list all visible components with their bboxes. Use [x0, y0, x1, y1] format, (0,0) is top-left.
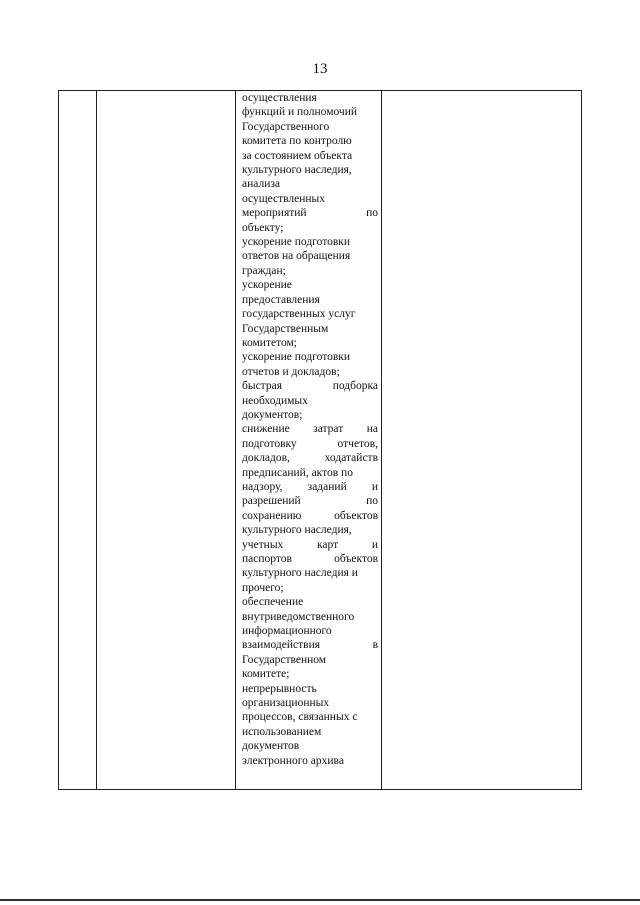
- text-word: сохранению: [242, 509, 302, 522]
- text-word: учетных: [242, 538, 284, 551]
- text-line: Государственным: [242, 322, 329, 335]
- column-divider-1: [96, 91, 97, 789]
- text-line: граждан;: [242, 264, 286, 277]
- text-word: карт: [316, 538, 339, 551]
- text-line: осуществленных: [242, 192, 326, 205]
- text-word: отчетов,: [337, 437, 378, 450]
- text-line: культурного наследия и: [242, 567, 358, 580]
- text-line: [242, 494, 378, 508]
- text-line: [242, 638, 378, 652]
- text-word: по: [366, 207, 378, 220]
- text-line: комитете;: [242, 668, 290, 681]
- page-bottom-rule: [0, 899, 640, 901]
- text-line: ускорение: [242, 279, 292, 292]
- text-line: ответов на обращения: [242, 250, 351, 263]
- text-line: информационного: [242, 625, 332, 638]
- text-line: анализа: [242, 178, 281, 191]
- text-line: Государственного: [242, 120, 330, 133]
- text-word: снижение: [242, 423, 290, 436]
- text-line: электронного архива: [242, 754, 344, 767]
- text-line: осуществления: [242, 92, 317, 104]
- text-word: и: [371, 538, 378, 551]
- text-word: на: [366, 423, 378, 436]
- text-line: ускорение подготовки: [242, 351, 350, 364]
- text-line: Государственном: [242, 653, 327, 666]
- text-line: функций и полномочий: [242, 106, 358, 119]
- text-line: непрерывность: [242, 682, 317, 695]
- text-line: использованием: [242, 725, 322, 738]
- text-word: подготовку: [242, 437, 297, 450]
- text-line: предоставления: [242, 293, 320, 306]
- text-line: [242, 552, 378, 566]
- text-line: комитета по контролю: [242, 135, 352, 148]
- text-word: объектов: [334, 509, 378, 522]
- text-line: [242, 538, 378, 552]
- column-divider-2: [235, 91, 236, 789]
- text-word: по: [366, 495, 378, 508]
- text-line: за состоянием объекта: [242, 149, 353, 162]
- text-line: документов;: [242, 408, 303, 421]
- text-word: в: [372, 639, 378, 652]
- text-line: необходимых: [242, 394, 308, 407]
- text-line: [242, 422, 378, 436]
- text-line: предписаний, актов по: [242, 466, 353, 479]
- text-line: обеспечение: [242, 596, 304, 609]
- table-cell-empty-right: [382, 90, 582, 790]
- text-word: быстрая: [242, 380, 282, 393]
- text-line: отчетов и докладов;: [242, 365, 340, 378]
- text-word: мероприятий: [242, 207, 307, 220]
- text-word: докладов,: [242, 452, 290, 465]
- text-word: затрат: [313, 423, 344, 436]
- text-line: процессов, связанных с: [242, 711, 358, 724]
- page-number: 13: [312, 61, 328, 77]
- text-line: объекту;: [242, 221, 284, 234]
- text-word: ходатайств: [324, 452, 378, 465]
- text-line: культурного наследия,: [242, 524, 352, 537]
- text-word: разрешений: [242, 495, 301, 508]
- table-cell-text: [242, 91, 378, 768]
- text-word: надзору,: [242, 480, 283, 493]
- text-line: государственных услуг: [242, 308, 356, 321]
- text-line: документов: [242, 740, 300, 753]
- text-line: [242, 379, 378, 393]
- text-word: взаимодействия: [242, 639, 321, 652]
- text-line: комитетом;: [242, 336, 297, 349]
- text-line: [242, 206, 378, 220]
- text-word: подборка: [332, 380, 378, 393]
- text-word: объектов: [334, 553, 378, 565]
- text-line: организационных: [242, 697, 330, 710]
- text-line: [242, 480, 378, 494]
- text-line: культурного наследия,: [242, 164, 352, 177]
- text-word: заданий: [307, 480, 347, 493]
- text-word: и: [371, 480, 378, 493]
- text-line: ускорение подготовки: [242, 236, 350, 249]
- text-line: [242, 437, 378, 451]
- text-line: [242, 451, 378, 465]
- text-word: паспортов: [242, 553, 292, 565]
- text-line: внутриведомственного: [242, 610, 355, 623]
- text-line: [242, 509, 378, 523]
- text-line: прочего;: [242, 581, 284, 594]
